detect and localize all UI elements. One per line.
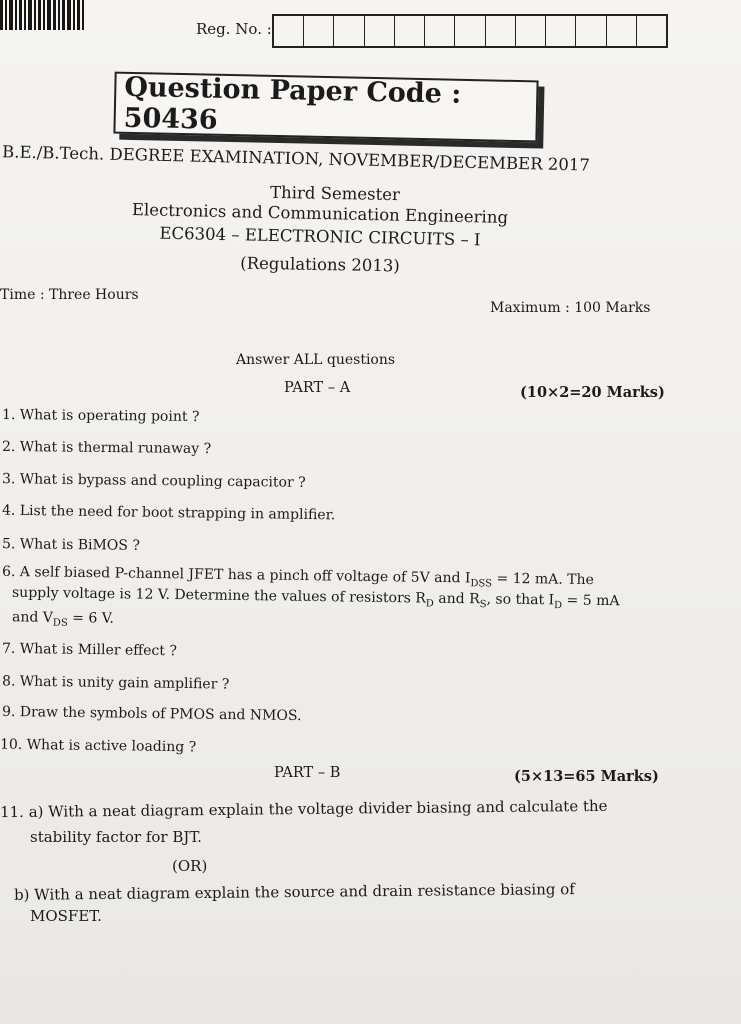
part-b-title: PART – B	[274, 765, 341, 781]
question-3: 3. What is bypass and coupling capacitor ?	[1, 471, 306, 491]
subject: EC6304 – ELECTRONIC CIRCUITS – I	[159, 223, 481, 250]
reg-no-boxes	[272, 14, 668, 48]
time-label: Time : Three Hours	[0, 287, 139, 303]
barcode	[0, 0, 88, 30]
question-6-line-1: 6. A self biased P-channel JFET has a pinch off voltage of 5V and $I_{DSS} = 12$ mA. The	[1, 563, 594, 590]
question-5: 5. What is BiMOS ?	[1, 536, 140, 554]
max-marks: Maximum : 100 Marks	[490, 300, 651, 316]
question-7: 7. What is Miller effect ?	[1, 640, 177, 660]
question-4: 4. List the need for boot strapping in amplifier.	[1, 502, 336, 524]
question-10: 10. What is active loading ?	[0, 736, 197, 756]
question-11a-line-2: stability factor for BJT.	[30, 828, 202, 846]
or-label: (OR)	[172, 857, 208, 875]
question-paper-code: Question Paper Code : 50436	[113, 72, 538, 143]
degree-line: B.E./B.Tech. DEGREE EXAMINATION, NOVEMBER/DECEMBER 2017	[1, 142, 591, 175]
question-6-line-3: and $V_{DS} = 6$ V.	[11, 609, 115, 629]
instruction: Answer ALL questions	[236, 352, 396, 368]
question-11b-line-1: b) With a neat diagram explain the source and drain resistance biasing of	[13, 880, 575, 904]
part-a-marks: (10×2=20 Marks)	[520, 384, 665, 401]
branch: Electronics and Communication Engineering	[131, 200, 509, 227]
part-b-marks: (5×13=65 Marks)	[514, 768, 659, 785]
question-8: 8. What is unity gain amplifier ?	[1, 673, 230, 693]
reg-no-label: Reg. No. :	[196, 20, 272, 38]
semester: Third Semester	[269, 182, 401, 205]
question-11b-line-2: MOSFET.	[30, 907, 102, 925]
question-9: 9. Draw the symbols of PMOS and NMOS.	[1, 703, 302, 725]
question-6-line-2: supply voltage is 12 V. Determine the values of resistors $R_D$ and $R_S$, so that $I_D = 5$ mA	[11, 584, 620, 612]
regulations: (Regulations 2013)	[240, 253, 400, 276]
question-2: 2. What is thermal runaway ?	[1, 438, 212, 458]
part-a-title: PART – A	[284, 380, 351, 396]
question-11a-line-1: 11. a) With a neat diagram explain the voltage divider biasing and calculate the	[0, 796, 608, 822]
question-1: 1. What is operating point ?	[1, 406, 200, 426]
